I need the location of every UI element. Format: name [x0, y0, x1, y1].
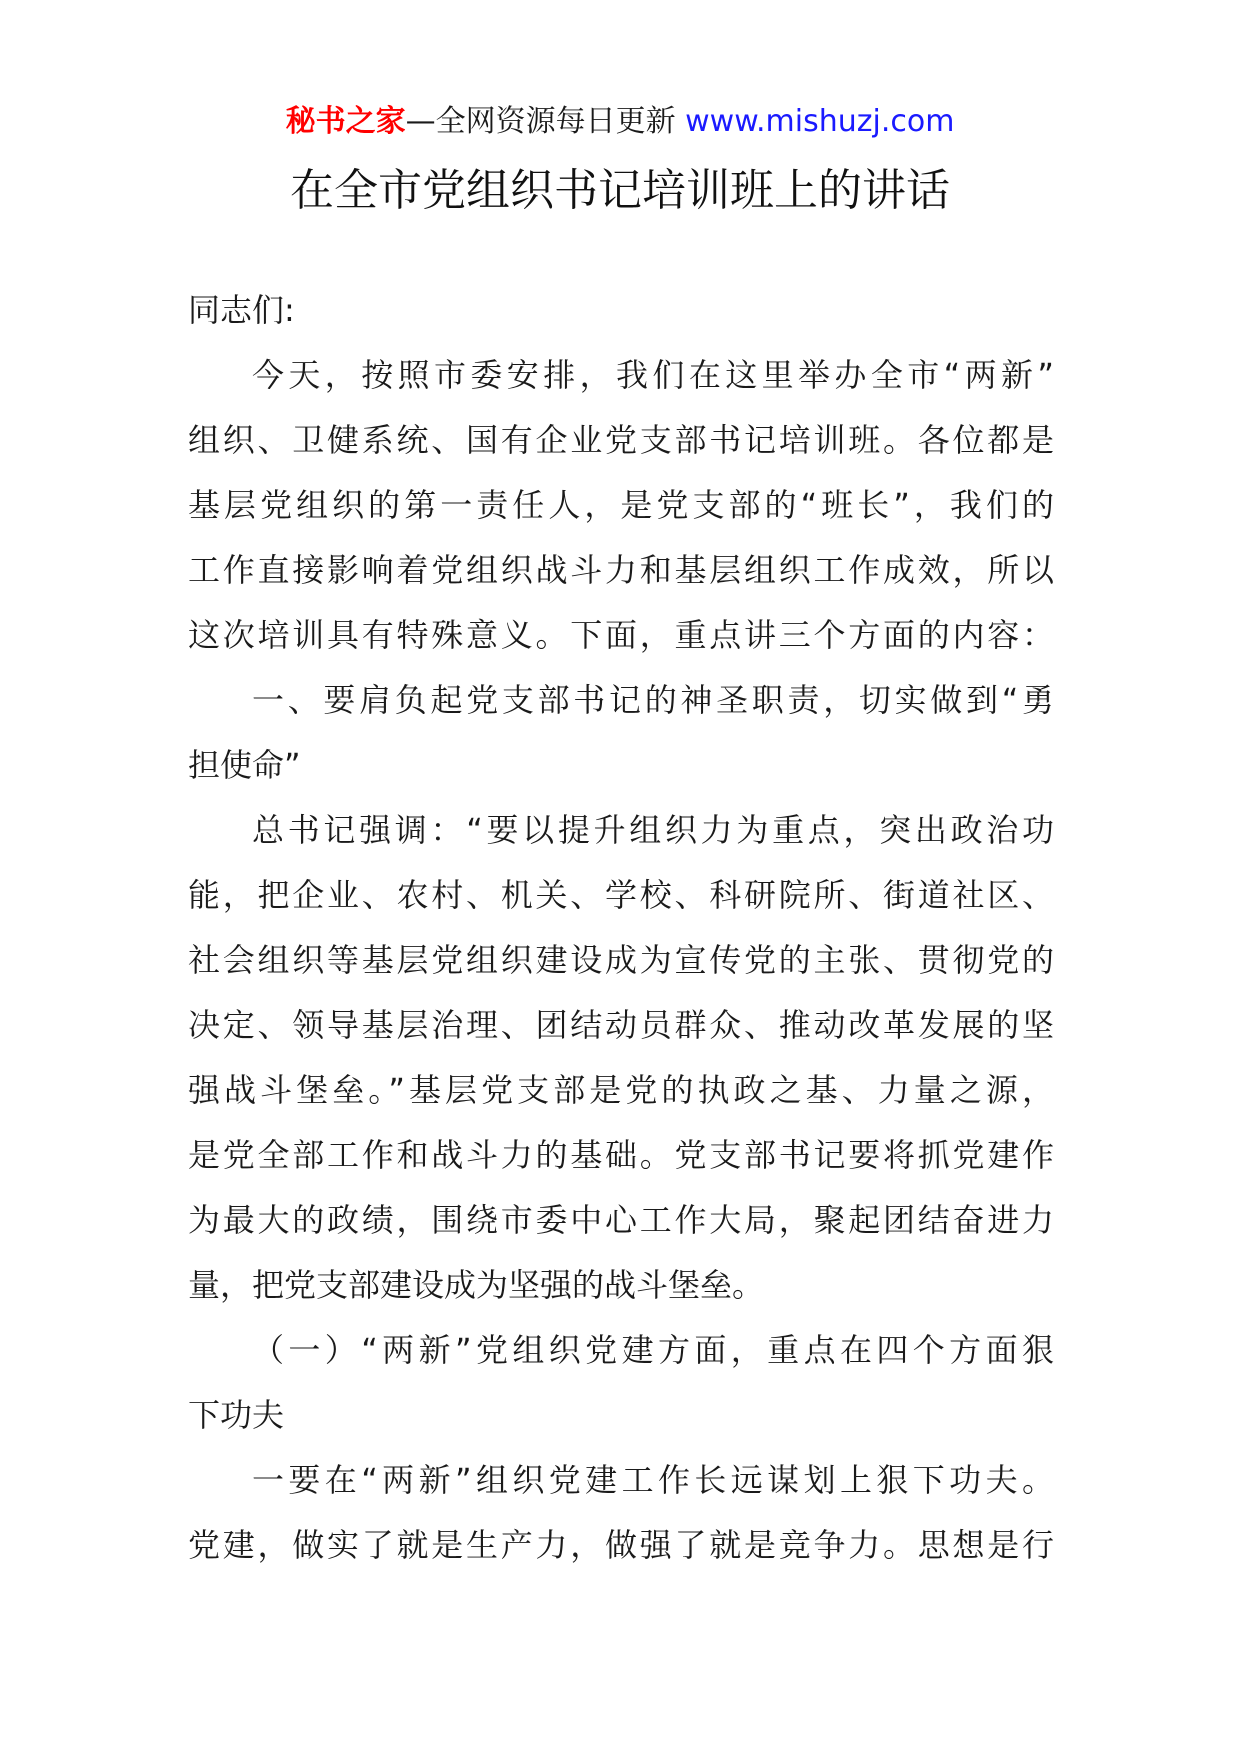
paragraph-line: 总书记强调：“要以提升组织力为重点，突出政治功 — [252, 811, 1054, 849]
paragraph-line: 量，把党支部建设成为坚强的战斗堡垒。 — [188, 1266, 765, 1304]
paragraph-line: 组织、卫健系统、国有企业党支部书记培训班。各位都是 — [188, 421, 1054, 459]
paragraph-line: 党建，做实了就是生产力，做强了就是竞争力。思想是行 — [188, 1526, 1054, 1564]
subsection-heading-line: 下功夫 — [188, 1396, 285, 1434]
section-heading-line: 一、要肩负起党支部书记的神圣职责，切实做到“勇 — [252, 681, 1054, 719]
paragraph-line: 能，把企业、农村、机关、学校、科研院所、街道社区、 — [188, 876, 1054, 914]
section-heading-line: 担使命” — [188, 746, 301, 784]
subsection-heading-line: （一）“两新”党组织党建方面，重点在四个方面狠 — [252, 1331, 1054, 1369]
paragraph-line: 这次培训具有特殊意义。下面，重点讲三个方面的内容： — [188, 616, 1054, 654]
paragraph-line: 为最大的政绩，围绕市委中心工作大局，聚起团结奋进力 — [188, 1201, 1054, 1239]
site-header — [0, 102, 1240, 142]
site-brand: 秘书之家 — [285, 104, 406, 139]
document-body — [188, 288, 1054, 1588]
paragraph-line: 强战斗堡垒。”基层党支部是党的执政之基、力量之源， — [188, 1071, 1054, 1109]
paragraph-line: 今天，按照市委安排，我们在这里举办全市“两新” — [252, 356, 1054, 394]
site-tagline: —全网资源每日更新 — [405, 104, 686, 139]
paragraph-line: 基层党组织的第一责任人，是党支部的“班长”，我们的 — [188, 486, 1054, 524]
site-url-link[interactable]: www.mishuzj.com — [685, 104, 955, 139]
paragraph-line: 一要在“两新”组织党建工作长远谋划上狠下功夫。 — [252, 1461, 1054, 1499]
document-title: 在全市党组织书记培训班上的讲话 — [290, 165, 950, 216]
paragraph-line: 决定、领导基层治理、团结动员群众、推动改革发展的坚 — [188, 1006, 1054, 1044]
salutation: 同志们: — [188, 291, 295, 329]
paragraph-line: 社会组织等基层党组织建设成为宣传党的主张、贯彻党的 — [188, 941, 1054, 979]
paragraph-line: 是党全部工作和战斗力的基础。党支部书记要将抓党建作 — [188, 1136, 1054, 1174]
paragraph-line: 工作直接影响着党组织战斗力和基层组织工作成效，所以 — [188, 551, 1054, 589]
